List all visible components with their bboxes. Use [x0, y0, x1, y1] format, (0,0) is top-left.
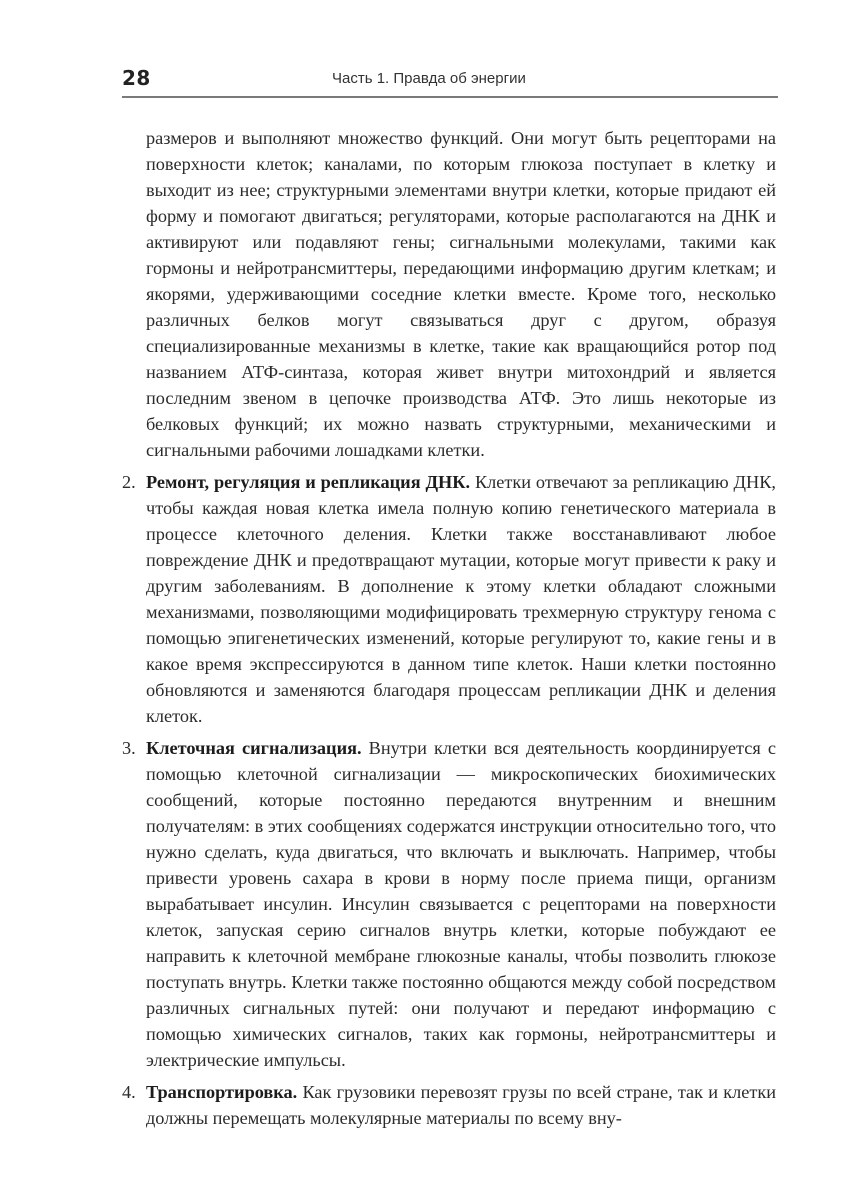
item-text: Внутри клетки вся деятельность координируется с помощью клеточной сигнализации — микроскопических биохимических сообщений, которые постоянно передаются внутренним и внешним получателям: в этих сообщениях содержатся инструкции относительно того, что нужно сделать, куда двигаться, что включать и выключать. Например, чтобы привести уровень сахара в крови в норму после приема пищи, организм вырабатывает инсулин. Инсулин связывается с рецепторами на поверхности клеток, запуская серию сигналов внутрь клетки, которые побуждают ее направить к клеточной мембране глюкозные каналы, чтобы позволить глюкозе поступать внутрь. Клетки также постоянно общаются между собой посредством различных сигнальных путей: они получают и передают информацию с помощью химических сигналов, таких как гормоны, нейротрансмиттеры и электрические импульсы. [146, 738, 776, 1070]
item-text: Клетки отвечают за репликацию ДНК, чтобы каждая новая клетка имела полную копию генетического материала в процессе клеточного деления. Клетки также восстанавливают любое повреждение ДНК и предотвращают мутации, которые могут привести к раку и другим заболеваниям. В дополнение к этому клетки обладают сложными механизмами, позволяющими модифицировать трехмерную структуру генома с помощью эпигенетических изменений, которые регулируют то, какие гены и в какое время экспрессируются в данном типе клеток. Наши клетки постоянно обновляются и заменяются благодаря процессам репликации ДНК и деления клеток. [146, 472, 776, 726]
continuation-paragraph: размеров и выполняют множество функций. Они могут быть рецепторами на поверхности клеток; каналами, по которым глюкоза поступает в клетку и выходит из нее; структурными элементами внутри клетки, которые придают ей форму и помогают двигаться; регуляторами, которые располагаются на ДНК и активируют или подавляют гены; сигнальными молекулами, такими как гормоны и нейротрансмиттеры, передающими информацию другим клеткам; и якорями, удерживающими соседние клетки вместе. Кроме того, несколько различных белков могут связываться друг с другом, образуя специализированные механизмы в клетке, такие как вращающийся ротор под названием АТФ-синтаза, которая живет внутри митохондрий и является последним звеном в цепочке производства АТФ. Это лишь некоторые из белковых функций; их можно назвать структурными, механическими и сигнальными рабочими лошадками клетки. [146, 128, 776, 460]
page-body [122, 125, 776, 1131]
page-header [122, 64, 778, 98]
running-title: Часть 1. Правда об энергии [332, 70, 526, 87]
list-number: 2. [122, 472, 136, 492]
list-item-2 [122, 469, 776, 729]
item-title: Клеточная сигнализация. [146, 738, 362, 758]
item-title: Транспортировка. [146, 1082, 298, 1102]
item-text: Как грузовики перевозят грузы по всей стране, так и клетки должны перемещать молекулярные материалы по всему вну- [146, 1082, 776, 1128]
page-number: 28 [122, 66, 151, 90]
list-number: 4. [122, 1082, 136, 1102]
item-title: Ремонт, регуляция и репликация ДНК. [146, 472, 471, 492]
list-number: 3. [122, 738, 136, 758]
list-item-3 [122, 735, 776, 1073]
list-item-4 [122, 1079, 776, 1131]
